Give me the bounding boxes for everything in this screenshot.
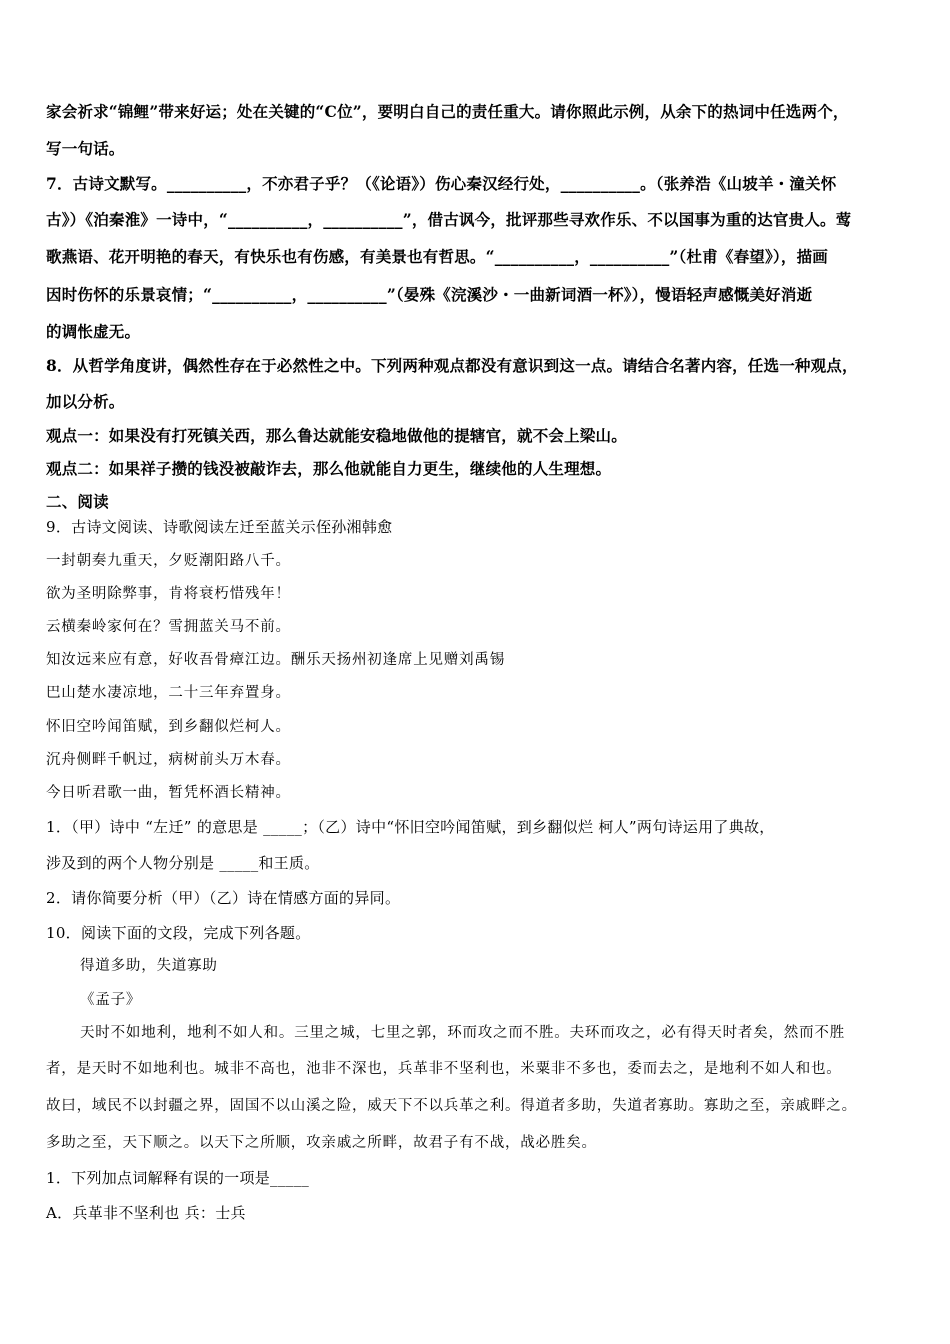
q7-line-4: 因时伤怀的乐景哀情；“__________，__________”（晏殊《浣溪沙・一曲新词酒一杯》），慢语轻声感慨美好消逝 bbox=[46, 285, 813, 304]
q8-line-2: 加以分析。 bbox=[46, 392, 125, 411]
passage-source: 《孟子》 bbox=[80, 992, 142, 1008]
q10-sub1: 1．下列加点词解释有误的一项是_____ bbox=[46, 1169, 310, 1187]
viewpoint-one: 观点一：如果没有打死镇关西，那么鲁达就能安稳地做他的提辖官，就不会上梁山。 bbox=[46, 426, 627, 445]
poem-line: 一封朝奏九重天，夕贬潮阳路八千。 bbox=[46, 553, 291, 569]
section-heading-reading: 二、阅读 bbox=[46, 492, 109, 511]
viewpoint-two: 观点二：如果祥子攒的钱没被敲诈去，那么他就能自力更生，继续他的人生理想。 bbox=[46, 459, 612, 478]
q7-line-2: 古》）《泊秦淮》一诗中，“__________，__________”，借古讽今，批评那些寻欢作乐、不以国事为重的达官贵人。莺 bbox=[46, 210, 852, 229]
option-a: A．兵革非不坚利也 兵：士兵 bbox=[46, 1204, 246, 1222]
poem-line: 知汝远来应有意，好收吾骨瘴江边。酬乐天扬州初逢席上见赠刘禹锡 bbox=[46, 652, 505, 668]
passage-line: 故曰，域民不以封疆之界，固国不以山溪之险，威天下不以兵革之利。得道者多助，失道者寡助。寡助之至，亲戚畔之。 bbox=[46, 1098, 857, 1114]
q9-sub1-line-2: 涉及到的两个人物分别是 _____和王质。 bbox=[46, 854, 320, 872]
q7-line-1: 7．古诗文默写。__________，不亦君子乎？（《论语》）伤心秦汉经行处，__________。（张养浩《山坡羊・潼关怀 bbox=[46, 174, 837, 193]
q7-line-3: 歌燕语、花开明艳的春天，有快乐也有伤感，有美景也有哲思。“__________，__________”（杜甫《春望》），描画 bbox=[46, 247, 828, 266]
passage-title: 得道多助，失道寡助 bbox=[80, 958, 218, 974]
q8-line-1: 8．从哲学角度讲，偶然性存在于必然性之中。下列两种观点都没有意识到这一点。请结合名著内容，任选一种观点， bbox=[46, 356, 858, 375]
poem-line: 巴山楚水凄凉地，二十三年弃置身。 bbox=[46, 685, 291, 701]
q9-sub1-line-1: 1．（甲）诗中 “左迁” 的意思是 _____；（乙）诗中“怀旧空吟闻笛赋，到乡翻似烂 柯人”两句诗运用了典故， bbox=[46, 818, 775, 836]
q7-line-5: 的调怅虚无。 bbox=[46, 322, 141, 341]
q9-sub2: 2．请你简要分析（甲）（乙）诗在情感方面的异同。 bbox=[46, 889, 401, 907]
q9-title: 9．古诗文阅读、诗歌阅读左迁至蓝关示侄孙湘韩愈 bbox=[46, 518, 393, 536]
q6-text-line-1: 家会祈求“锦鲤”带来好运；处在关键的“C位”，要明白自己的责任重大。请你照此示例，从余下的热词中任选两个， bbox=[46, 102, 849, 121]
passage-line: 多助之至，天下顺之。以天下之所顺，攻亲戚之所畔，故君子有不战，战必胜矣。 bbox=[46, 1135, 597, 1151]
poem-line: 怀旧空吟闻笛赋，到乡翻似烂柯人。 bbox=[46, 719, 291, 735]
q6-text-line-2: 写一句话。 bbox=[46, 139, 125, 158]
poem-line: 沉舟侧畔千帆过，病树前头万木春。 bbox=[46, 752, 291, 768]
poem-line: 今日听君歌一曲，暂凭杯酒长精神。 bbox=[46, 785, 291, 801]
poem-line: 欲为圣明除弊事，肯将衰朽惜残年！ bbox=[46, 586, 291, 602]
passage-line: 天时不如地利，地利不如人和。三里之城，七里之郭，环而攻之而不胜。夫环而攻之，必有得天时者矣，然而不胜 bbox=[80, 1025, 845, 1041]
q10-title: 10．阅读下面的文段，完成下列各题。 bbox=[46, 924, 311, 942]
poem-line: 云横秦岭家何在？雪拥蓝关马不前。 bbox=[46, 619, 291, 635]
passage-line: 者，是天时不如地利也。城非不高也，池非不深也，兵革非不坚利也，米粟非不多也，委而去之，是地利不如人和也。 bbox=[46, 1061, 842, 1077]
